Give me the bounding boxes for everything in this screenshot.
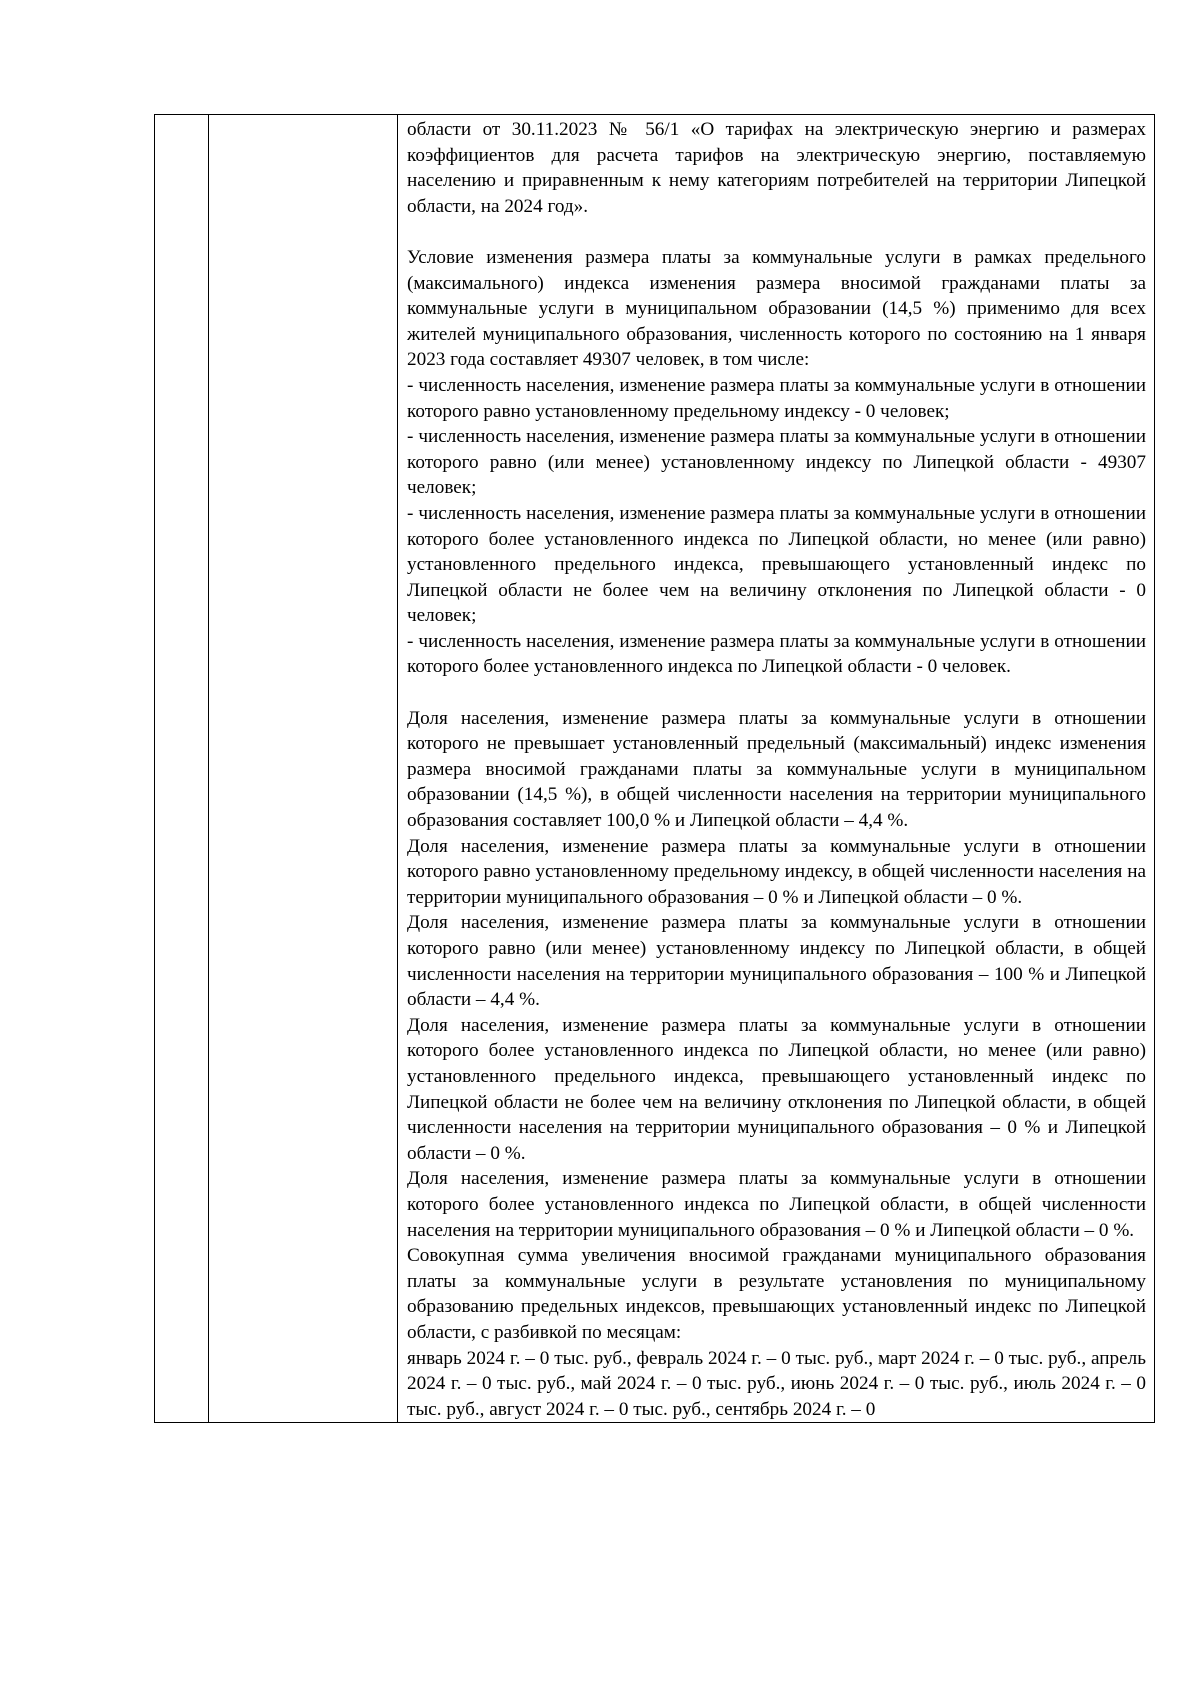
paragraph-share-above-regional: Доля населения, изменение размера платы за коммунальные услуги в отношении которого более установленного индекса по Липецкой области, в общей численности населения на территории муниципального образования – 0 % и Липецкой области – 0 %. bbox=[407, 1168, 1146, 1241]
paragraph-share-less-regional: Доля населения, изменение размера платы за коммунальные услуги в отношении которого равно (или менее) установленному индексу по Липецкой области, в общей численности населения на территории муниципального образования – 100 % и Липецкой области – 4,4 %. bbox=[407, 912, 1146, 1011]
blank-line bbox=[407, 219, 1146, 245]
paragraph-share-equal-limit: Доля населения, изменение размера платы за коммунальные услуги в отношении которого равно установленному предельному индексу, в общей численности населения на территории муниципального образования – 0 % и Липецкой области – 0 %. bbox=[407, 835, 1146, 908]
paragraph-population-above-regional: - численность населения, изменение размера платы за коммунальные услуги в отношении которого более установленного индекса по Липецкой области - 0 человек. bbox=[407, 630, 1146, 678]
table-cell-number bbox=[155, 115, 209, 1423]
paragraph-total-increase: Совокупная сумма увеличения вносимой гражданами муниципального образования платы за коммунальные услуги в результате установления по муниципальному образованию предельных индексов, превышающих установленный индекс по Липецкой области, с разбивкой по месяцам: bbox=[407, 1245, 1146, 1343]
table-cell-content bbox=[398, 115, 1155, 1423]
cell-text bbox=[407, 117, 1146, 1422]
paragraph-monthly-breakdown: январь 2024 г. – 0 тыс. руб., февраль 2024 г. – 0 тыс. руб., март 2024 г. – 0 тыс. руб., апрель 2024 г. – 0 тыс. руб., май 2024 г. – 0 тыс. руб., июнь 2024 г. – 0 тыс. руб., июль 2024 г. – 0 тыс. руб., август 2024 г. – 0 тыс. руб., сентябрь 2024 г. – 0 bbox=[407, 1347, 1146, 1420]
table-row bbox=[155, 115, 1155, 1423]
paragraph-share-not-exceeding: Доля населения, изменение размера платы за коммунальные услуги в отношении которого не превышает установленный предельный (максимальный) индекс изменения размера вносимой гражданами платы за коммунальные услуги в муниципальном образовании (14,5 %), в общей численности населения на территории муниципального образования составляет 100,0 % и Липецкой области – 4,4 %. bbox=[407, 707, 1146, 832]
paragraph-population-deviation: - численность населения, изменение размера платы за коммунальные услуги в отношении которого более установленного индекса по Липецкой области, но менее (или равно) установленного предельного индекса, превышающего установленный индекс по Липецкой области не более чем на величину отклонения по Липецкой области - 0 человек; bbox=[407, 502, 1146, 627]
blank-line bbox=[407, 680, 1146, 706]
table-cell-name bbox=[209, 115, 398, 1423]
paragraph-resolution-reference: области от 30.11.2023 № 56/1 «О тарифах на электрическую энергию и размерах коэффициентов для расчета тарифов на электрическую энергию, поставляемую населению и приравненным к нему категориям потребителей на территории Липецкой области, на 2024 год». bbox=[407, 119, 1146, 217]
paragraph-population-equal-limit: - численность населения, изменение размера платы за коммунальные услуги в отношении которого равно установленному предельному индексу - 0 человек; bbox=[407, 374, 1146, 422]
paragraph-population-less-regional: - численность населения, изменение размера платы за коммунальные услуги в отношении которого равно (или менее) установленному индексу по Липецкой области - 49307 человек; bbox=[407, 426, 1146, 499]
document-table bbox=[154, 114, 1155, 1423]
paragraph-condition: Условие изменения размера платы за коммунальные услуги в рамках предельного (максимального) индекса изменения размера вносимой гражданами платы за коммунальные услуги в муниципальном образовании (14,5 %) применимо для всех жителей муниципального образования, численность которого по состоянию на 1 января 2023 года составляет 49307 человек, в том числе: bbox=[407, 246, 1146, 371]
paragraph-share-deviation: Доля населения, изменение размера платы за коммунальные услуги в отношении которого более установленного индекса по Липецкой области, но менее (или равно) установленного предельного индекса, превышающего установленный индекс по Липецкой области не более чем на величину отклонения по Липецкой области, в общей численности населения на территории муниципального образования – 0 % и Липецкой области – 0 %. bbox=[407, 1014, 1146, 1164]
